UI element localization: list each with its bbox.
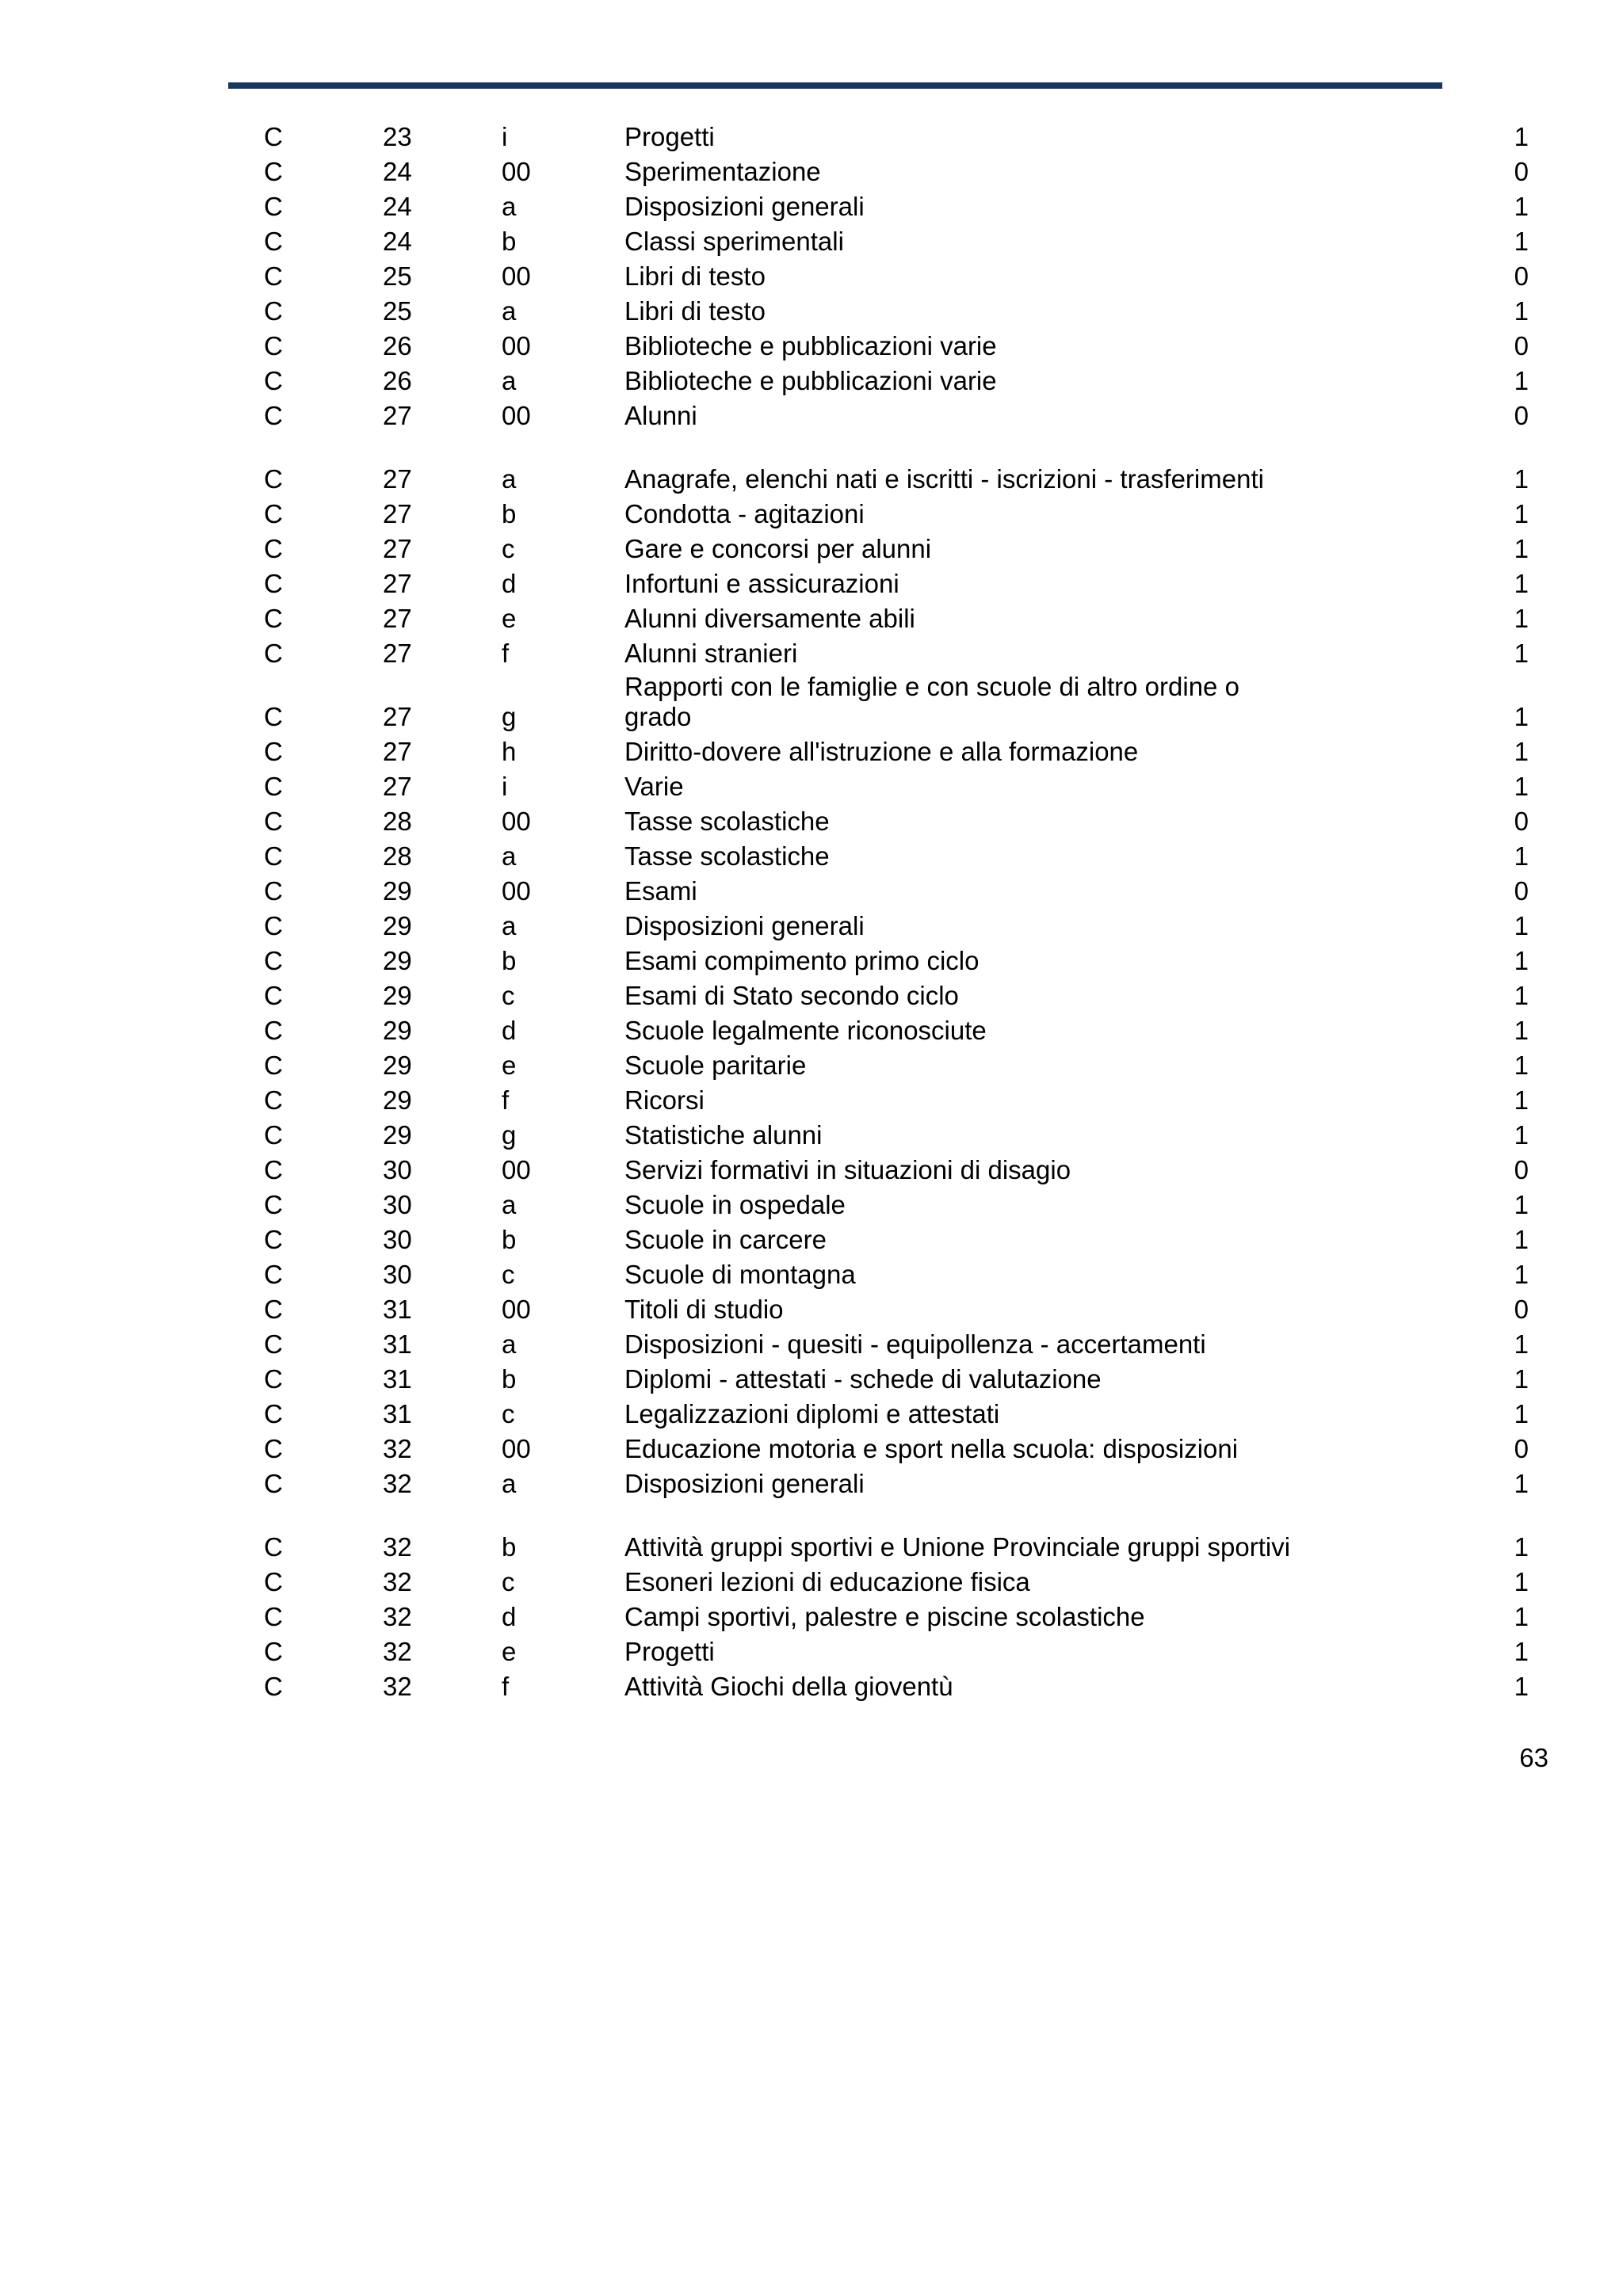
flag-cell: 1 [1514, 981, 1529, 1010]
class-cell: 29 [383, 1085, 412, 1115]
table-row [0, 401, 1623, 436]
flag-cell: 1 [1514, 296, 1529, 326]
table-row [0, 604, 1623, 639]
series-cell: C [264, 366, 283, 395]
description-cell: Attività gruppi sportivi e Unione Provinciale gruppi sportivi [624, 1532, 1291, 1562]
subclass-cell: a [502, 1190, 517, 1219]
flag-cell: 0 [1514, 876, 1529, 906]
subclass-cell: 00 [502, 807, 531, 836]
series-cell: C [264, 911, 283, 940]
subclass-cell: a [502, 1469, 517, 1498]
description-cell: Esoneri lezioni di educazione fisica [624, 1567, 1030, 1596]
subclass-cell: f [502, 1672, 510, 1701]
series-cell: C [264, 1120, 283, 1150]
flag-cell: 1 [1514, 639, 1529, 668]
table-row [0, 1434, 1623, 1469]
subclass-cell: h [502, 737, 517, 766]
flag-cell: 1 [1514, 1602, 1529, 1631]
table-row [0, 261, 1623, 296]
series-cell: C [264, 1225, 283, 1254]
description-cell: Alunni diversamente abili [624, 604, 915, 633]
series-cell: C [264, 464, 283, 494]
series-cell: C [264, 981, 283, 1010]
subclass-cell: a [502, 1329, 517, 1359]
table-row [0, 1225, 1623, 1260]
subclass-cell: g [502, 702, 517, 731]
table-row [0, 1155, 1623, 1190]
table-row [0, 1329, 1623, 1364]
subclass-cell: a [502, 296, 517, 326]
description-cell: Infortuni e assicurazioni [624, 569, 899, 598]
table-row [0, 192, 1623, 227]
description-cell: Alunni [624, 401, 697, 430]
description-cell: Statistiche alunni [624, 1120, 823, 1150]
series-cell: C [264, 1016, 283, 1045]
description-cell: Anagrafe, elenchi nati e iscritti - iscrizioni - trasferimenti [624, 464, 1264, 494]
subclass-cell: b [502, 1225, 517, 1254]
table-row [0, 122, 1623, 157]
class-cell: 31 [383, 1399, 412, 1428]
flag-cell: 1 [1514, 841, 1529, 871]
class-cell: 31 [383, 1329, 412, 1359]
series-cell: C [264, 401, 283, 430]
class-cell: 25 [383, 261, 412, 291]
class-cell: 27 [383, 702, 412, 731]
table-row [0, 366, 1623, 401]
series-cell: C [264, 1364, 283, 1394]
description-cell: Biblioteche e pubblicazioni varie [624, 366, 997, 395]
table-row [0, 1637, 1623, 1672]
description-cell: Tasse scolastiche [624, 841, 830, 871]
table-row [0, 534, 1623, 569]
flag-cell: 1 [1514, 737, 1529, 766]
subclass-cell: c [502, 981, 515, 1010]
table-row [0, 1567, 1623, 1602]
description-cell: Sperimentazione [624, 157, 821, 186]
class-cell: 27 [383, 569, 412, 598]
subclass-cell: c [502, 534, 515, 563]
subclass-cell: 00 [502, 1434, 531, 1463]
flag-cell: 1 [1514, 1399, 1529, 1428]
subclass-cell: 00 [502, 1295, 531, 1324]
flag-cell: 1 [1514, 366, 1529, 395]
flag-cell: 1 [1514, 946, 1529, 975]
class-cell: 32 [383, 1637, 412, 1666]
class-cell: 29 [383, 946, 412, 975]
flag-cell: 1 [1514, 192, 1529, 221]
description-cell: Progetti [624, 1637, 715, 1666]
series-cell: C [264, 1672, 283, 1701]
series-cell: C [264, 1567, 283, 1596]
table-row [0, 1085, 1623, 1120]
description-cell: Titoli di studio [624, 1295, 784, 1324]
description-cell: Disposizioni generali [624, 192, 865, 221]
flag-cell: 0 [1514, 401, 1529, 430]
table-row [0, 157, 1623, 192]
table-row [0, 1190, 1623, 1225]
table-row [0, 569, 1623, 604]
flag-cell: 1 [1514, 1260, 1529, 1289]
flag-cell: 0 [1514, 157, 1529, 186]
class-cell: 27 [383, 499, 412, 528]
table-row [0, 911, 1623, 946]
description-cell: Varie [624, 772, 684, 801]
classification-table [0, 122, 1623, 1707]
table-row [0, 639, 1623, 673]
series-cell: C [264, 534, 283, 563]
description-cell: Scuole in carcere [624, 1225, 827, 1254]
series-cell: C [264, 876, 283, 906]
class-cell: 28 [383, 807, 412, 836]
series-cell: C [264, 122, 283, 151]
subclass-cell: 00 [502, 876, 531, 906]
series-cell: C [264, 1051, 283, 1080]
description-cell: Progetti [624, 122, 715, 151]
subclass-cell: 00 [502, 261, 531, 291]
description-cell: Biblioteche e pubblicazioni varie [624, 331, 997, 360]
header-rule [228, 82, 1442, 89]
flag-cell: 1 [1514, 1364, 1529, 1394]
class-cell: 29 [383, 911, 412, 940]
table-row [0, 673, 1623, 737]
subclass-cell: a [502, 192, 517, 221]
table-row [0, 876, 1623, 911]
description-cell: Campi sportivi, palestre e piscine scolastiche [624, 1602, 1145, 1631]
flag-cell: 1 [1514, 122, 1529, 151]
flag-cell: 1 [1514, 1051, 1529, 1080]
flag-cell: 1 [1514, 911, 1529, 940]
series-cell: C [264, 157, 283, 186]
series-cell: C [264, 1469, 283, 1498]
class-cell: 29 [383, 876, 412, 906]
flag-cell: 1 [1514, 1016, 1529, 1045]
subclass-cell: g [502, 1120, 517, 1150]
subclass-cell: 00 [502, 1155, 531, 1184]
description-cell: Rapporti con le famiglie e con scuole di altro ordine o grado [624, 672, 1239, 731]
class-cell: 26 [383, 366, 412, 395]
subclass-cell: c [502, 1399, 515, 1428]
table-row [0, 737, 1623, 772]
series-cell: C [264, 772, 283, 801]
flag-cell: 1 [1514, 772, 1529, 801]
table-row [0, 1602, 1623, 1637]
class-cell: 29 [383, 1051, 412, 1080]
subclass-cell: e [502, 1051, 517, 1080]
description-cell: Esami di Stato secondo ciclo [624, 981, 959, 1010]
flag-cell: 1 [1514, 1469, 1529, 1498]
description-cell: Ricorsi [624, 1085, 705, 1115]
series-cell: C [264, 946, 283, 975]
subclass-cell: d [502, 1602, 517, 1631]
description-cell: Scuole legalmente riconosciute [624, 1016, 987, 1045]
flag-cell: 1 [1514, 1567, 1529, 1596]
description-cell: Disposizioni generali [624, 1469, 865, 1498]
class-cell: 31 [383, 1364, 412, 1394]
subclass-cell: i [502, 122, 508, 151]
flag-cell: 1 [1514, 1190, 1529, 1219]
description-cell: Condotta - agitazioni [624, 499, 865, 528]
description-cell: Attività Giochi della gioventù [624, 1672, 953, 1701]
description-cell: Esami [624, 876, 697, 906]
subclass-cell: d [502, 1016, 517, 1045]
description-cell: Classi sperimentali [624, 227, 844, 256]
class-cell: 30 [383, 1260, 412, 1289]
series-cell: C [264, 1190, 283, 1219]
flag-cell: 1 [1514, 1637, 1529, 1666]
class-cell: 27 [383, 737, 412, 766]
series-cell: C [264, 807, 283, 836]
flag-cell: 0 [1514, 1295, 1529, 1324]
flag-cell: 0 [1514, 1155, 1529, 1184]
description-cell: Scuole paritarie [624, 1051, 807, 1080]
class-cell: 32 [383, 1469, 412, 1498]
series-cell: C [264, 296, 283, 326]
table-row [0, 436, 1623, 499]
description-cell: Alunni stranieri [624, 639, 798, 668]
subclass-cell: b [502, 1364, 517, 1394]
series-cell: C [264, 192, 283, 221]
series-cell: C [264, 261, 283, 291]
class-cell: 32 [383, 1672, 412, 1701]
table-row [0, 1672, 1623, 1707]
subclass-cell: d [502, 569, 517, 598]
class-cell: 27 [383, 534, 412, 563]
class-cell: 32 [383, 1602, 412, 1631]
flag-cell: 1 [1514, 534, 1529, 563]
series-cell: C [264, 1329, 283, 1359]
description-cell: Servizi formativi in situazioni di disagio [624, 1155, 1071, 1184]
table-row [0, 807, 1623, 841]
class-cell: 25 [383, 296, 412, 326]
description-cell: Libri di testo [624, 296, 766, 326]
table-row [0, 1364, 1623, 1399]
subclass-cell: e [502, 1637, 517, 1666]
class-cell: 27 [383, 401, 412, 430]
class-cell: 31 [383, 1295, 412, 1324]
class-cell: 30 [383, 1155, 412, 1184]
table-row [0, 1120, 1623, 1155]
flag-cell: 1 [1514, 569, 1529, 598]
subclass-cell: 00 [502, 157, 531, 186]
page-number: 63 [1519, 1743, 1549, 1772]
flag-cell: 1 [1514, 1672, 1529, 1701]
description-cell: Disposizioni - quesiti - equipollenza - accertamenti [624, 1329, 1206, 1359]
series-cell: C [264, 604, 283, 633]
class-cell: 30 [383, 1225, 412, 1254]
description-cell: Scuole di montagna [624, 1260, 856, 1289]
description-cell: Diritto-dovere all'istruzione e alla formazione [624, 737, 1139, 766]
subclass-cell: e [502, 604, 517, 633]
description-cell: Scuole in ospedale [624, 1190, 846, 1219]
description-cell: Libri di testo [624, 261, 766, 291]
series-cell: C [264, 1295, 283, 1324]
class-cell: 24 [383, 192, 412, 221]
description-cell: Legalizzazioni diplomi e attestati [624, 1399, 1000, 1428]
subclass-cell: a [502, 366, 517, 395]
class-cell: 23 [383, 122, 412, 151]
flag-cell: 0 [1514, 261, 1529, 291]
table-row [0, 1051, 1623, 1085]
table-row [0, 1260, 1623, 1295]
description-cell: Esami compimento primo ciclo [624, 946, 980, 975]
description-cell: Gare e concorsi per alunni [624, 534, 932, 563]
class-cell: 32 [383, 1532, 412, 1562]
series-cell: C [264, 1155, 283, 1184]
class-cell: 30 [383, 1190, 412, 1219]
series-cell: C [264, 639, 283, 668]
table-row [0, 946, 1623, 981]
series-cell: C [264, 1260, 283, 1289]
table-row [0, 227, 1623, 261]
table-row [0, 1295, 1623, 1329]
series-cell: C [264, 1085, 283, 1115]
subclass-cell: f [502, 639, 510, 668]
series-cell: C [264, 1399, 283, 1428]
class-cell: 24 [383, 227, 412, 256]
class-cell: 27 [383, 639, 412, 668]
flag-cell: 0 [1514, 1434, 1529, 1463]
flag-cell: 1 [1514, 1120, 1529, 1150]
class-cell: 27 [383, 464, 412, 494]
subclass-cell: b [502, 1532, 517, 1562]
series-cell: C [264, 702, 283, 731]
flag-cell: 1 [1514, 604, 1529, 633]
series-cell: C [264, 569, 283, 598]
subclass-cell: i [502, 772, 508, 801]
table-row [0, 1016, 1623, 1051]
series-cell: C [264, 1637, 283, 1666]
table-row [0, 772, 1623, 807]
table-row [0, 331, 1623, 366]
flag-cell: 1 [1514, 464, 1529, 494]
class-cell: 29 [383, 1016, 412, 1045]
description-cell: Tasse scolastiche [624, 807, 830, 836]
flag-cell: 1 [1514, 1532, 1529, 1562]
series-cell: C [264, 1434, 283, 1463]
series-cell: C [264, 227, 283, 256]
description-cell: Diplomi - attestati - schede di valutazione [624, 1364, 1102, 1394]
flag-cell: 1 [1514, 227, 1529, 256]
table-row [0, 1469, 1623, 1504]
flag-cell: 0 [1514, 331, 1529, 360]
subclass-cell: c [502, 1567, 515, 1596]
subclass-cell: c [502, 1260, 515, 1289]
class-cell: 32 [383, 1567, 412, 1596]
series-cell: C [264, 841, 283, 871]
table-row [0, 841, 1623, 876]
subclass-cell: 00 [502, 401, 531, 430]
series-cell: C [264, 499, 283, 528]
class-cell: 27 [383, 772, 412, 801]
series-cell: C [264, 331, 283, 360]
class-cell: 24 [383, 157, 412, 186]
table-row [0, 499, 1623, 534]
flag-cell: 0 [1514, 807, 1529, 836]
table-row [0, 1504, 1623, 1567]
series-cell: C [264, 1602, 283, 1631]
subclass-cell: b [502, 946, 517, 975]
subclass-cell: b [502, 227, 517, 256]
description-cell: Disposizioni generali [624, 911, 865, 940]
table-row [0, 1399, 1623, 1434]
class-cell: 29 [383, 1120, 412, 1150]
flag-cell: 1 [1514, 499, 1529, 528]
flag-cell: 1 [1514, 1329, 1529, 1359]
subclass-cell: a [502, 841, 517, 871]
series-cell: C [264, 1532, 283, 1562]
description-cell: Educazione motoria e sport nella scuola: disposizioni [624, 1434, 1239, 1463]
series-cell: C [264, 737, 283, 766]
class-cell: 28 [383, 841, 412, 871]
flag-cell: 1 [1514, 1085, 1529, 1115]
table-row [0, 296, 1623, 331]
flag-cell: 1 [1514, 1225, 1529, 1254]
subclass-cell: a [502, 911, 517, 940]
table-row [0, 981, 1623, 1016]
class-cell: 29 [383, 981, 412, 1010]
subclass-cell: b [502, 499, 517, 528]
subclass-cell: f [502, 1085, 510, 1115]
class-cell: 32 [383, 1434, 412, 1463]
subclass-cell: a [502, 464, 517, 494]
subclass-cell: 00 [502, 331, 531, 360]
flag-cell: 1 [1514, 702, 1529, 731]
class-cell: 26 [383, 331, 412, 360]
class-cell: 27 [383, 604, 412, 633]
